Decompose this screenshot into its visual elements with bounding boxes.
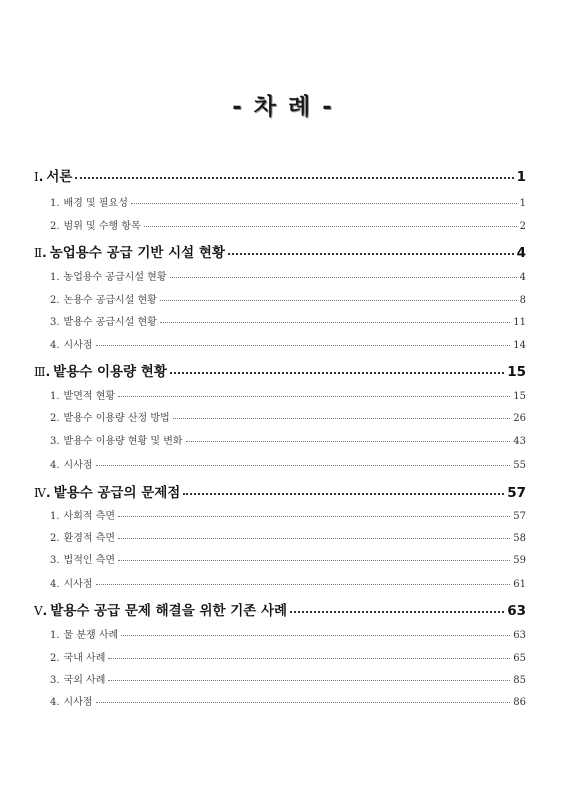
dot-leader	[118, 559, 510, 561]
page-number: 63	[507, 603, 526, 619]
section-number: 4.	[50, 697, 60, 708]
chapter-number: Ⅲ.	[34, 365, 51, 379]
page-number: 26	[513, 413, 526, 424]
section-number: 2.	[50, 653, 60, 664]
dot-leader	[108, 657, 510, 659]
dot-leader	[173, 417, 511, 419]
dot-leader	[228, 252, 514, 255]
page-number: 57	[513, 511, 526, 522]
toc-section[interactable]	[34, 409, 526, 424]
page-number: 4	[519, 272, 526, 283]
dot-leader	[160, 321, 510, 323]
dot-leader	[118, 515, 510, 517]
section-number: 1.	[50, 630, 60, 641]
toc-section[interactable]	[34, 529, 526, 544]
toc-section[interactable]	[34, 456, 526, 471]
chapter-number: Ⅱ.	[34, 246, 47, 260]
page-number: 85	[513, 675, 526, 686]
section-number: 2.	[50, 413, 60, 424]
section-number: 2.	[50, 295, 60, 306]
page-number: 15	[513, 391, 526, 402]
dot-leader	[121, 634, 510, 636]
section-title: 논용수 공급시설 현황	[63, 295, 157, 306]
dot-leader	[170, 371, 504, 374]
section-number: 1.	[50, 198, 60, 209]
section-title: 환경적 측면	[63, 533, 116, 544]
dot-leader	[183, 492, 504, 495]
page-title: - 차 례 -	[232, 94, 334, 120]
toc-section[interactable]	[34, 268, 526, 283]
section-number: 4.	[50, 579, 60, 590]
dot-leader	[96, 701, 511, 703]
page-number: 57	[507, 485, 526, 501]
toc-section[interactable]	[34, 671, 526, 686]
page-number: 65	[513, 653, 526, 664]
dot-leader	[186, 440, 511, 442]
section-title: 시사점	[63, 697, 93, 708]
toc-section[interactable]	[34, 649, 526, 664]
dot-leader	[131, 202, 517, 204]
section-title: 밭용수 이용량 산정 방법	[63, 413, 170, 424]
section-number: 3.	[50, 555, 60, 566]
chapter-title: 밭용수 공급 문제 해결을 위한 기존 사례	[50, 603, 288, 619]
page-number: 55	[513, 460, 526, 471]
page-number: 4	[516, 245, 526, 261]
toc-section[interactable]	[34, 194, 526, 209]
page-number: 8	[519, 295, 526, 306]
toc-section[interactable]	[34, 551, 526, 566]
toc-section[interactable]	[34, 507, 526, 522]
dot-leader	[96, 583, 511, 585]
section-title: 시사점	[63, 340, 93, 351]
chapter-number: Ⅴ.	[34, 604, 48, 618]
page-number: 86	[513, 697, 526, 708]
section-title: 사회적 측면	[63, 511, 116, 522]
section-number: 2.	[50, 221, 60, 232]
chapter-title: 농업용수 공급 기반 시설 현황	[49, 245, 226, 261]
page-number: 43	[513, 436, 526, 447]
section-number: 3.	[50, 317, 60, 328]
page-number: 59	[513, 555, 526, 566]
section-number: 4.	[50, 340, 60, 351]
page-number: 1	[516, 169, 526, 185]
chapter-title: 서론	[46, 169, 73, 185]
dot-leader	[144, 225, 517, 227]
section-title: 범위 및 수행 항목	[63, 221, 141, 232]
page-number: 11	[513, 317, 526, 328]
toc-section[interactable]	[34, 432, 526, 447]
toc-chapter-4[interactable]	[34, 481, 526, 501]
toc-section[interactable]	[34, 336, 526, 351]
toc-chapter-3[interactable]	[34, 360, 526, 380]
section-number: 1.	[50, 511, 60, 522]
toc-chapter-5[interactable]	[34, 599, 526, 619]
toc-chapter-1[interactable]	[34, 165, 526, 185]
dot-leader	[290, 610, 504, 613]
section-number: 4.	[50, 460, 60, 471]
dot-leader	[75, 176, 513, 179]
toc-section[interactable]	[34, 693, 526, 708]
dot-leader	[118, 537, 510, 539]
section-title: 물 분쟁 사례	[63, 630, 119, 641]
page-number: 1	[519, 198, 526, 209]
page-number: 58	[513, 533, 526, 544]
chapter-number: Ⅰ.	[34, 170, 44, 184]
dot-leader	[170, 276, 517, 278]
dot-leader	[118, 395, 510, 397]
section-number: 1.	[50, 391, 60, 402]
toc-section[interactable]	[34, 313, 526, 328]
dot-leader	[160, 299, 517, 301]
section-title: 밭면적 현황	[63, 391, 116, 402]
page-number: 2	[519, 221, 526, 232]
dot-leader	[96, 344, 511, 346]
section-title: 밭용수 공급시설 현황	[63, 317, 157, 328]
section-title: 국외 사례	[63, 675, 106, 686]
section-title: 국내 사례	[63, 653, 106, 664]
toc-section[interactable]	[34, 626, 526, 641]
toc-section[interactable]	[34, 387, 526, 402]
toc-section[interactable]	[34, 575, 526, 590]
page-number: 63	[513, 630, 526, 641]
section-number: 1.	[50, 272, 60, 283]
section-title: 밭용수 이용량 현황 및 변화	[63, 436, 183, 447]
toc-section[interactable]	[34, 291, 526, 306]
section-number: 2.	[50, 533, 60, 544]
page-number: 14	[513, 340, 526, 351]
section-number: 3.	[50, 436, 60, 447]
section-title: 시사점	[63, 460, 93, 471]
chapter-title: 밭용수 공급의 문제점	[53, 485, 181, 501]
chapter-number: Ⅳ.	[34, 486, 51, 500]
dot-leader	[96, 464, 511, 466]
toc-chapter-2[interactable]	[34, 241, 526, 261]
section-number: 3.	[50, 675, 60, 686]
toc-section[interactable]	[34, 217, 526, 232]
section-title: 배경 및 필요성	[63, 198, 128, 209]
chapter-title: 밭용수 이용량 현황	[53, 364, 167, 380]
page-number: 61	[513, 579, 526, 590]
section-title: 시사점	[63, 579, 93, 590]
section-title: 농업용수 공급시설 현황	[63, 272, 167, 283]
section-title: 법적인 측면	[63, 555, 116, 566]
dot-leader	[108, 679, 510, 681]
page-number: 15	[507, 364, 526, 380]
